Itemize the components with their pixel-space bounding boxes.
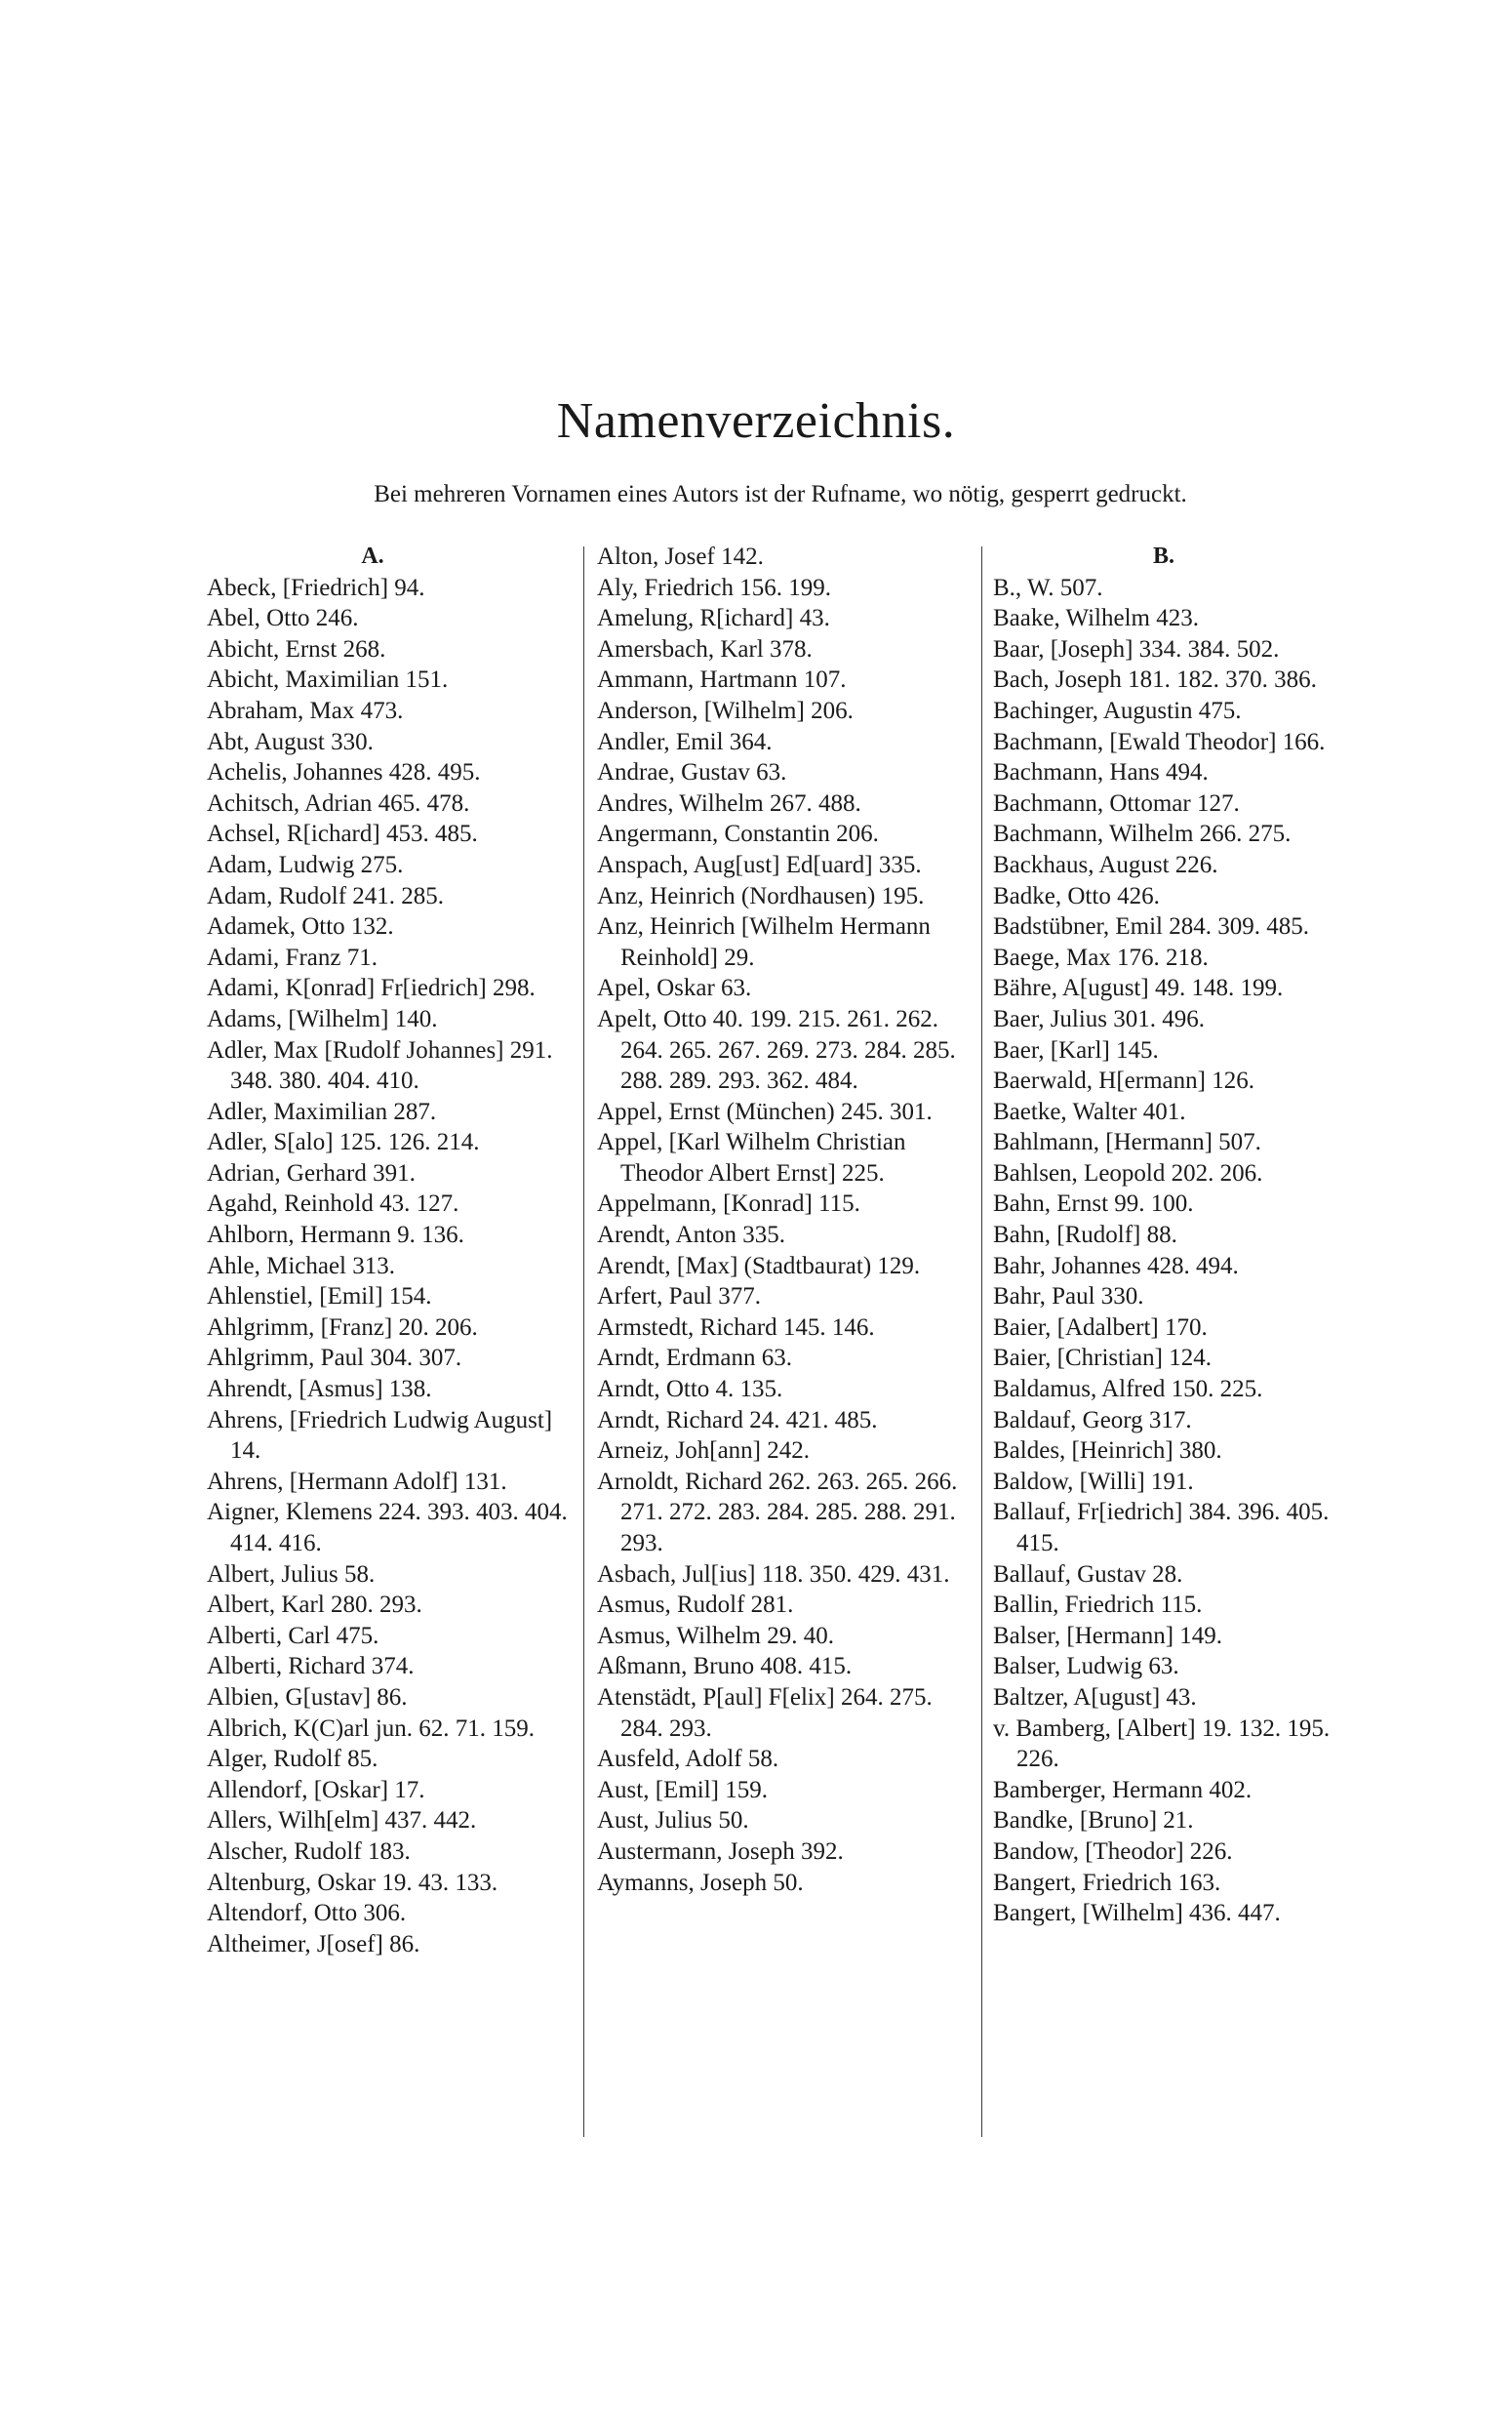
index-entry: Ahrens, [Hermann Adolf] 131. (207, 1468, 507, 1495)
index-entry: Abicht, Maximilian 151. (207, 666, 449, 694)
index-entry: Angermann, Constantin 206. (597, 821, 879, 848)
index-entry: Atenstädt, P[aul] F[elix] 264. 275. 284. 293. (597, 1683, 933, 1742)
index-entry: Adrian, Gerhard 391. (207, 1159, 416, 1187)
index-column (993, 542, 1373, 1929)
index-entry: Abeck, [Friedrich] 94. (207, 574, 425, 601)
index-entry: Austermann, Joseph 392. (597, 1837, 844, 1865)
index-entry: Baldauf, Georg 317. (993, 1406, 1192, 1433)
index-entry: Baar, [Joseph] 334. 384. 502. (993, 635, 1280, 663)
index-entry: Appelmann, [Konrad] 115. (597, 1190, 860, 1218)
index-entry: Asbach, Jul[ius] 118. 350. 429. 431. (597, 1560, 950, 1588)
index-entry: Bahn, [Rudolf] 88. (993, 1222, 1177, 1249)
index-entry: Amersbach, Karl 378. (597, 635, 813, 663)
index-entry: Ahrens, [Friedrich Ludwig August] 14. (207, 1406, 553, 1465)
index-entry: Altendorf, Otto 306. (207, 1900, 407, 1927)
index-entry: Arndt, Otto 4. 135. (597, 1376, 783, 1403)
index-entry: Aigner, Klemens 224. 393. 403. 404. 414. 416. (207, 1499, 568, 1556)
index-entry: Ahlenstiel, [Emil] 154. (207, 1283, 432, 1311)
index-entry: Baetke, Walter 401. (993, 1098, 1186, 1125)
index-entry: Anderson, [Wilhelm] 206. (597, 697, 854, 724)
index-entry: Albert, Julius 58. (207, 1560, 376, 1588)
index-entry: Abt, August 330. (207, 728, 374, 755)
index-entry: Bangert, Friedrich 163. (993, 1869, 1221, 1896)
index-column (207, 542, 577, 1959)
index-entry: Baerwald, H[ermann] 126. (993, 1068, 1254, 1095)
index-column (597, 542, 975, 1898)
index-entry: Bachmann, Wilhelm 266. 275. (993, 821, 1292, 848)
index-entry: Adler, Max [Rudolf Johannes] 291. 348. 380. 404. 410. (207, 1036, 553, 1095)
index-entry: Albert, Karl 280. 293. (207, 1592, 422, 1619)
index-entry: Allers, Wilh[elm] 437. 442. (207, 1807, 477, 1835)
index-entry: Baege, Max 176. 218. (993, 944, 1209, 971)
index-entry: Arneiz, Joh[ann] 242. (597, 1437, 810, 1465)
index-entry: Arendt, [Max] (Stadtbaurat) 129. (597, 1252, 921, 1279)
index-entry: Bachinger, Augustin 475. (993, 697, 1242, 724)
index-entry: Backhaus, August 226. (993, 851, 1218, 878)
index-entry: Abicht, Ernst 268. (207, 635, 386, 663)
index-entry: v. Bamberg, [Albert] 19. 132. 195. 226. (993, 1714, 1331, 1773)
index-entry: Bahlsen, Leopold 202. 206. (993, 1159, 1263, 1187)
index-entry: Bamberger, Hermann 402. (993, 1776, 1253, 1803)
index-entry: Adami, Franz 71. (207, 944, 378, 971)
index-entry: Bahn, Ernst 99. 100. (993, 1190, 1194, 1218)
index-entry: Abraham, Max 473. (207, 697, 404, 724)
index-entry: Arfert, Paul 377. (597, 1283, 762, 1311)
index-entry: Ahle, Michael 313. (207, 1252, 396, 1279)
index-entry: Adler, Maximilian 287. (207, 1098, 437, 1125)
index-entry: Arnoldt, Richard 262. 263. 265. 266. 271. 272. 283. 284. 285. 288. 291. 293. (597, 1468, 958, 1556)
index-entry: Appel, [Karl Wilhelm Christian Theodor Albert Ernst] 225. (597, 1129, 906, 1187)
index-entry: Anz, Heinrich (Nordhausen) 195. (597, 882, 925, 909)
index-entry: Arndt, Erdmann 63. (597, 1345, 792, 1372)
index-entry: Amelung, R[ichard] 43. (597, 605, 830, 632)
index-entry: Aßmann, Bruno 408. 415. (597, 1653, 853, 1680)
index-entry: Aly, Friedrich 156. 199. (597, 574, 832, 601)
index-entry: Balser, Ludwig 63. (993, 1653, 1179, 1680)
index-entry: Achelis, Johannes 428. 495. (207, 759, 481, 786)
index-entry: Bachmann, [Ewald Theodor] 166. (993, 728, 1326, 755)
section-heading: B. (1152, 544, 1174, 569)
index-entry: Baier, [Adalbert] 170. (993, 1313, 1208, 1341)
index-entry: Ballin, Friedrich 115. (993, 1592, 1203, 1619)
index-entry: Ammann, Hartmann 107. (597, 666, 847, 694)
index-entry: Anspach, Aug[ust] Ed[uard] 335. (597, 851, 922, 878)
index-entry: Andres, Wilhelm 267. 488. (597, 789, 861, 817)
index-entry: Bahr, Paul 330. (993, 1283, 1144, 1311)
index-entry: Adamek, Otto 132. (207, 913, 394, 941)
index-entry: Andrae, Gustav 63. (597, 759, 787, 786)
index-entry: Alberti, Carl 475. (207, 1622, 379, 1649)
section-heading: A. (361, 544, 384, 569)
index-entry: Badstübner, Emil 284. 309. 485. (993, 913, 1309, 941)
index-entry: Agahd, Reinhold 43. 127. (207, 1190, 459, 1218)
index-entry: Baer, [Karl] 145. (993, 1036, 1159, 1064)
index-entry: Baake, Wilhelm 423. (993, 605, 1199, 632)
index-entry: Badke, Otto 426. (993, 882, 1160, 909)
index-entry: Asmus, Wilhelm 29. 40. (597, 1622, 834, 1649)
index-entry: Apelt, Otto 40. 199. 215. 261. 262. 264. 265. 267. 269. 273. 284. 285. 288. 289. 293. 362. 484. (597, 1005, 956, 1095)
index-entry: Ausfeld, Adolf 58. (597, 1746, 779, 1773)
column-divider (981, 546, 982, 2137)
index-entry: Bahlmann, [Hermann] 507. (993, 1129, 1261, 1156)
index-entry: Bachmann, Ottomar 127. (993, 789, 1240, 817)
index-entry: Bandow, [Theodor] 226. (993, 1837, 1233, 1865)
index-entry: Aymanns, Joseph 50. (597, 1869, 804, 1896)
index-entry: Arndt, Richard 24. 421. 485. (597, 1406, 878, 1433)
index-entry: Armstedt, Richard 145. 146. (597, 1313, 875, 1341)
index-entry: Achsel, R[ichard] 453. 485. (207, 821, 478, 848)
index-entry: Andler, Emil 364. (597, 728, 773, 755)
index-entry: Abel, Otto 246. (207, 605, 359, 632)
index-entry: Allendorf, [Oskar] 17. (207, 1776, 425, 1803)
index-entry: Achitsch, Adrian 465. 478. (207, 789, 470, 817)
index-entry: Alton, Josef 142. (597, 544, 764, 570)
index-entry: Bahr, Johannes 428. 494. (993, 1252, 1239, 1279)
index-entry: Albien, G[ustav] 86. (207, 1683, 408, 1711)
index-entry: Ahlgrimm, Paul 304. 307. (207, 1345, 462, 1372)
index-entry: Baltzer, A[ugust] 43. (993, 1683, 1197, 1711)
index-entry: Ahrendt, [Asmus] 138. (207, 1376, 432, 1403)
index-entry: Ballauf, Fr[iedrich] 384. 396. 405. 415. (993, 1499, 1330, 1556)
index-entry: Aust, Julius 50. (597, 1807, 749, 1835)
index-entry: Bähre, A[ugust] 49. 148. 199. (993, 975, 1284, 1002)
index-entry: Baier, [Christian] 124. (993, 1345, 1212, 1372)
index-entry: Arendt, Anton 335. (597, 1222, 786, 1249)
index-entry: Adami, K[onrad] Fr[iedrich] 298. (207, 975, 536, 1002)
index-entry: Ballauf, Gustav 28. (993, 1560, 1183, 1588)
index-entry: Alberti, Richard 374. (207, 1653, 415, 1680)
index-entry: Balser, [Hermann] 149. (993, 1622, 1223, 1649)
index-entry: Altenburg, Oskar 19. 43. 133. (207, 1869, 498, 1896)
index-entry: Apel, Oskar 63. (597, 975, 752, 1002)
index-entry: Adams, [Wilhelm] 140. (207, 1005, 438, 1032)
page-title: Namenverzeichnis. (556, 393, 956, 449)
page-subtitle: Bei mehreren Vornamen eines Autors ist der Rufname, wo nötig, gesperrt gedruckt. (374, 481, 1187, 507)
index-entry: Baldamus, Alfred 150. 225. (993, 1376, 1263, 1403)
index-entry: Baer, Julius 301. 496. (993, 1005, 1206, 1032)
index-entry: Alscher, Rudolf 183. (207, 1837, 411, 1865)
index-entry: Baldow, [Willi] 191. (993, 1468, 1194, 1495)
index-entry: Altheimer, J[osef] 86. (207, 1930, 420, 1957)
column-divider (583, 546, 584, 2137)
index-entry: Appel, Ernst (München) 245. 301. (597, 1098, 933, 1125)
index-entry: Bangert, [Wilhelm] 436. 447. (993, 1900, 1281, 1927)
index-entry: Ahlborn, Hermann 9. 136. (207, 1222, 464, 1249)
index-entry: Bachmann, Hans 494. (993, 759, 1209, 786)
index-entry: Adler, S[alo] 125. 126. 214. (207, 1129, 480, 1156)
index-entry: Asmus, Rudolf 281. (597, 1592, 794, 1619)
index-entry: Aust, [Emil] 159. (597, 1776, 768, 1803)
index-entry: Bandke, [Bruno] 21. (993, 1807, 1194, 1835)
index-entry: Alger, Rudolf 85. (207, 1746, 378, 1773)
index-entry: Baldes, [Heinrich] 380. (993, 1437, 1222, 1465)
index-entry: Adam, Ludwig 275. (207, 851, 404, 878)
index-entry: Bach, Joseph 181. 182. 370. 386. (993, 666, 1317, 694)
index-entry: Anz, Heinrich [Wilhelm Hermann Reinhold] 29. (597, 913, 931, 971)
index-entry: B., W. 507. (993, 574, 1103, 601)
index-entry: Adam, Rudolf 241. 285. (207, 882, 445, 909)
index-entry: Albrich, K(C)arl jun. 62. 71. 159. (207, 1714, 536, 1742)
index-entry: Ahlgrimm, [Franz] 20. 206. (207, 1313, 478, 1341)
